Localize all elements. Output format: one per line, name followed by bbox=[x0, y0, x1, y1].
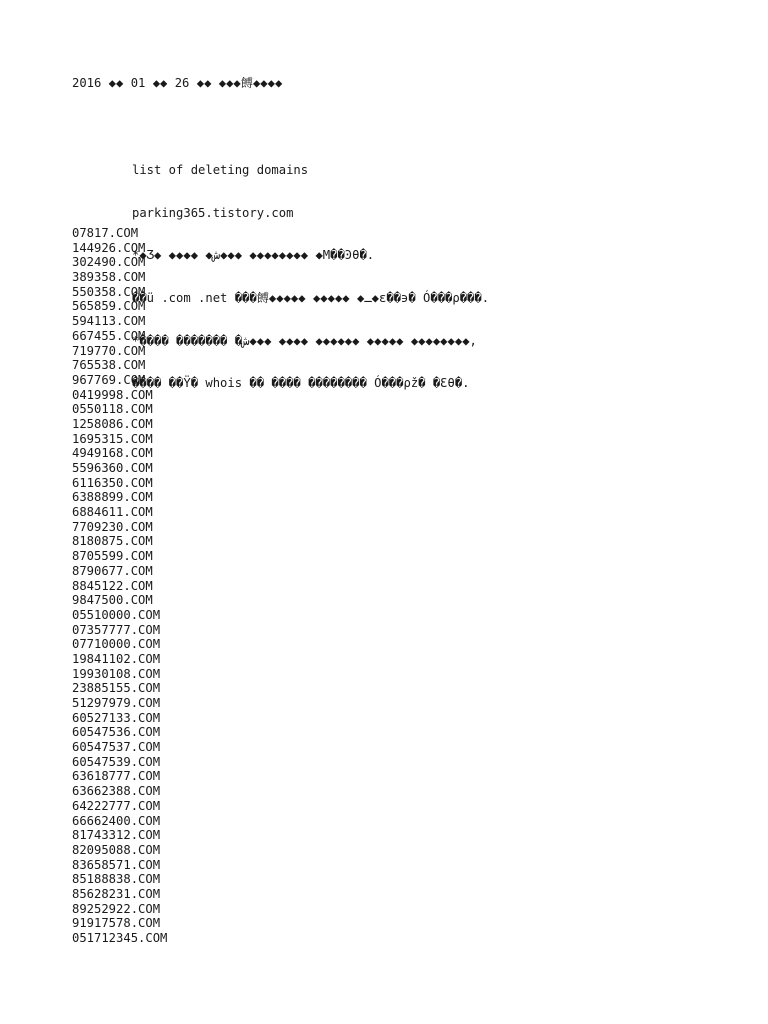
domain-item: 81743312.COM bbox=[72, 828, 161, 843]
domain-item: 594113.COM bbox=[72, 314, 146, 329]
header-note-line: *◆Ʒ◆ ◆◆◆◆ ◆ش◆◆◆ ◆◆◆◆◆◆◆◆ ◆M��Ͽθ�. bbox=[132, 248, 375, 263]
domain-item: 8180875.COM bbox=[72, 534, 153, 549]
domain-item: 60547537.COM bbox=[72, 740, 161, 755]
domain-item: 60547536.COM bbox=[72, 725, 161, 740]
domain-item: 85188838.COM bbox=[72, 872, 161, 887]
domain-item: 7709230.COM bbox=[72, 519, 153, 534]
domain-item: 302490.COM bbox=[72, 255, 146, 270]
header-note-line: *���� ������� �ش◆◆◆ ◆◆◆◆ ◆◆◆◆◆◆ ◆◆◆◆◆ ◆◆◆◆◆◆◆◆, bbox=[132, 333, 477, 348]
domain-item: 389358.COM bbox=[72, 270, 146, 285]
domain-item: 6884611.COM bbox=[72, 505, 153, 520]
header-source-url: parking365.tistory.com bbox=[132, 205, 294, 220]
domain-item: 0550118.COM bbox=[72, 402, 153, 417]
domain-item: 05510000.COM bbox=[72, 607, 161, 622]
domain-item: 1258086.COM bbox=[72, 416, 153, 431]
domain-item: 4949168.COM bbox=[72, 446, 153, 461]
domain-item: 8705599.COM bbox=[72, 549, 153, 564]
domain-item: 07817.COM bbox=[72, 226, 139, 240]
domain-item: 051712345.COM bbox=[72, 931, 168, 945]
domain-item: 565859.COM bbox=[72, 299, 146, 314]
domain-item: 0419998.COM bbox=[72, 387, 153, 402]
domain-item: 07710000.COM bbox=[72, 637, 161, 652]
domain-item: 07357777.COM bbox=[72, 622, 161, 637]
domain-item: 9847500.COM bbox=[72, 593, 153, 608]
domain-item: 19930108.COM bbox=[72, 666, 161, 681]
header-title: list of deleting domains bbox=[132, 163, 309, 177]
domain-list bbox=[72, 226, 167, 946]
domain-item: 51297979.COM bbox=[72, 696, 161, 710]
domain-item: 1695315.COM bbox=[72, 431, 153, 446]
domain-item: 6116350.COM bbox=[72, 475, 153, 490]
domain-item: 8845122.COM bbox=[72, 578, 153, 593]
domain-item: 967769.COM bbox=[72, 372, 146, 387]
domain-item: 64222777.COM bbox=[72, 798, 161, 813]
date-line: 2016 ◆◆ 01 ◆◆ 26 ◆◆ ◆◆◆餺◆◆◆◆ bbox=[72, 76, 283, 90]
domain-item: 550358.COM bbox=[72, 284, 146, 299]
domain-item: 6388899.COM bbox=[72, 490, 153, 505]
header-note-line: ��ü .com .net ���餺◆◆◆◆◆ ◆◆◆◆◆ ◆ـ◆ε��϶� Ó���ρ���. bbox=[132, 291, 490, 306]
domain-item: 83658571.COM bbox=[72, 857, 161, 872]
domain-item: 765538.COM bbox=[72, 358, 146, 373]
domain-item: 60547539.COM bbox=[72, 754, 161, 769]
domain-item: 91917578.COM bbox=[72, 916, 161, 931]
domain-item: 8790677.COM bbox=[72, 563, 153, 578]
domain-item: 89252922.COM bbox=[72, 901, 161, 916]
domain-item: 667455.COM bbox=[72, 328, 146, 343]
domain-item: 23885155.COM bbox=[72, 681, 161, 696]
domain-item: 63618777.COM bbox=[72, 769, 161, 784]
domain-item: 719770.COM bbox=[72, 343, 146, 358]
domain-item: 60527133.COM bbox=[72, 710, 161, 725]
domain-item: 82095088.COM bbox=[72, 842, 161, 857]
domain-item: 144926.COM bbox=[72, 240, 146, 255]
header-note-line: ���� ��Ÿ� whois �� ���� �������� Ó���ρž� �Ԑθ�. bbox=[132, 376, 470, 391]
domain-item: 85628231.COM bbox=[72, 886, 161, 901]
domain-item: 19841102.COM bbox=[72, 651, 161, 666]
domain-item: 66662400.COM bbox=[72, 813, 161, 828]
domain-item: 5596360.COM bbox=[72, 461, 153, 475]
domain-item: 63662388.COM bbox=[72, 784, 161, 799]
header-block bbox=[132, 135, 489, 419]
